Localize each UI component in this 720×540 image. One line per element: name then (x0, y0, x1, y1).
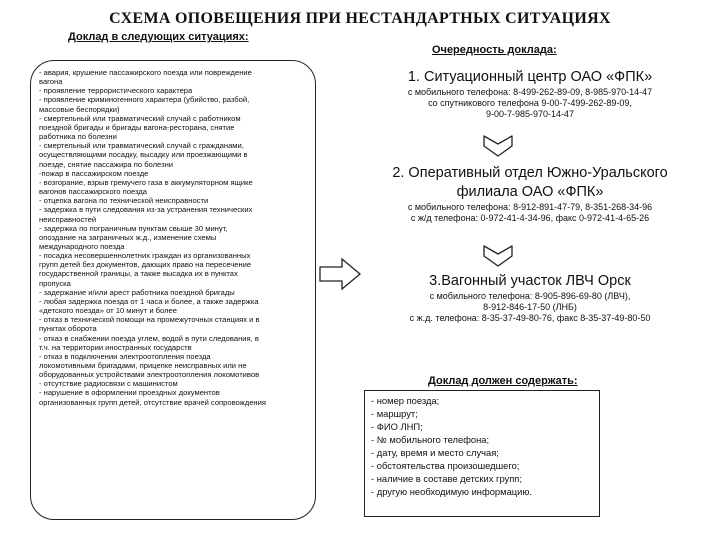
situation-line: - отказ в подключении электроотопления поезда (39, 351, 211, 361)
report-contents-heading: Доклад должен содержать: (428, 375, 578, 387)
report-item: - обстоятельства произошедшего; (371, 460, 520, 471)
step-2-title: 2. Оперативный отдел Южно-Уральского (392, 165, 668, 181)
step-2-title-continued: филиала ОАО «ФПК» (456, 184, 604, 200)
step-1-line: со спутникового телефона 9-00-7-499-262-89-09, (428, 98, 632, 108)
situation-line: вагонов пассажирского поезда (39, 187, 147, 197)
situation-line: - авария, крушение пассажирского поезда или повреждение (39, 68, 252, 77)
report-item: - номер поезда; (371, 395, 440, 406)
step-1-title: 1. Ситуационный центр ОАО «ФПК» (407, 69, 653, 85)
situation-line: локомотивными бригадами, прицепке неисправных или не (39, 361, 247, 370)
step-3-title: 3.Вагонный участок ЛВЧ Орск (429, 273, 631, 289)
situations-box (30, 60, 316, 520)
situation-line: - отсутствие радиосвязи с машинистом (39, 379, 178, 389)
situation-line: государственной границы, а также высадка их в пунктах (39, 269, 238, 279)
step-3-line: с мобильного телефона: 8-905-896-69-80 (ЛВЧ), (429, 291, 631, 301)
order-heading: Очередность доклада: (432, 44, 557, 56)
report-contents-box (364, 390, 600, 517)
situation-line: т.ч. на территории иностранных государств (39, 342, 192, 352)
situations-list (31, 61, 315, 407)
situation-line: опоздание на заграничных ж.д., изменение схемы (39, 232, 217, 242)
report-item: - наличие в составе детских групп; (371, 473, 522, 484)
step-3-line: 8-912-846-17-50 (ЛНБ) (483, 302, 577, 312)
step-2-line: с мобильного телефона: 8-912-891-47-79, 8-351-268-34-96 (407, 202, 653, 212)
situation-line: - любая задержка поезда от 1 часа и более, а также задержка (39, 296, 259, 306)
situation-line: - посадка несовершеннолетних граждан из организованных (39, 251, 251, 261)
situation-line: работника по болезни (39, 132, 117, 142)
situation-line: - задержка в пути следования из-за устранения технических (39, 205, 253, 215)
situation-line: осуществляющими посадку, высадку или проезжающими в (39, 150, 248, 160)
situation-line: международного поезда (39, 241, 125, 251)
situations-heading: Доклад в следующих ситуациях: (68, 31, 249, 43)
step-2-line: с ж/д телефона: 0-972-41-4-34-96, факс 0-972-41-4-65-26 (410, 213, 650, 223)
page-title: СХЕМА ОПОВЕЩЕНИЯ ПРИ НЕСТАНДАРТНЫХ СИТУАЦИЯХ (109, 10, 611, 27)
step-1-line: 9-00-7-985-970-14-47 (485, 109, 575, 119)
situation-line: - отцепка вагона по технической неисправности (39, 196, 209, 206)
situation-line: - смертельный или травматический случай с работником (39, 113, 241, 123)
situation-line: организованных групп детей, отсутствие врачей сопровождения (39, 397, 266, 407)
situation-line: - смертельный или травматический случай с гражданами, (39, 141, 244, 151)
situation-line: - проявление криминогенного характера (убийство, разбой, (39, 95, 250, 105)
situation-line: групп детей без документов, дающих право на пересечение (39, 260, 252, 270)
situation-line: поездной бригады и бригады вагона-ресторана, снятие (39, 122, 235, 132)
report-item: - маршрут; (371, 408, 418, 419)
report-item: - № мобильного телефона; (371, 434, 490, 445)
situation-line: пунктах оборота (39, 324, 97, 334)
situation-line: массовые беспорядки) (39, 104, 120, 114)
step-3-line: с ж.д. телефона: 8-35-37-49-80-76, факс 8-35-37-49-80-50 (409, 313, 651, 323)
situation-line: вагона (39, 77, 63, 87)
situation-line: - задержание и/или арест работника поездной бригады (39, 287, 235, 297)
situation-line: -пожар в пассажирском поезде (39, 168, 149, 178)
report-item: - дату, время и место случая; (371, 447, 499, 458)
situation-line: оборудованных устройствами электроотопления локомотивов (39, 370, 260, 380)
situation-line: пропуска (39, 278, 71, 288)
situation-line: - отказ в технической помощи на промежуточных станциях и в (39, 315, 260, 325)
situation-line: - возгорание, взрыв гремучего газа в аккумуляторном ящике (39, 177, 253, 187)
step-1 (350, 68, 710, 120)
situation-line: - нарушение в оформлении проездных документов (39, 388, 220, 398)
situation-line: поезде, снятие пассажира по болезни (39, 159, 174, 169)
report-contents-list (365, 391, 599, 498)
situation-line: - проявление террористического характера (39, 86, 193, 96)
situation-line: - задержка по пограничным пунктам свыше 30 минут, (39, 223, 228, 233)
chevron-down-icon (482, 134, 514, 158)
report-item: - другую необходимую информацию. (371, 486, 533, 497)
situation-line: - отказ в снабжении поезда углем, водой в пути следования, в (39, 333, 259, 343)
step-3 (350, 272, 710, 324)
situation-line: неисправностей (39, 214, 97, 224)
situation-line: «детского поезда» от 10 минут и более (39, 306, 177, 316)
step-2 (350, 164, 710, 224)
step-1-line: с мобильного телефона: 8-499-262-89-09, 8-985-970-14-47 (407, 87, 653, 97)
chevron-down-icon (482, 244, 514, 268)
report-item: - ФИО ЛНП; (371, 421, 423, 432)
